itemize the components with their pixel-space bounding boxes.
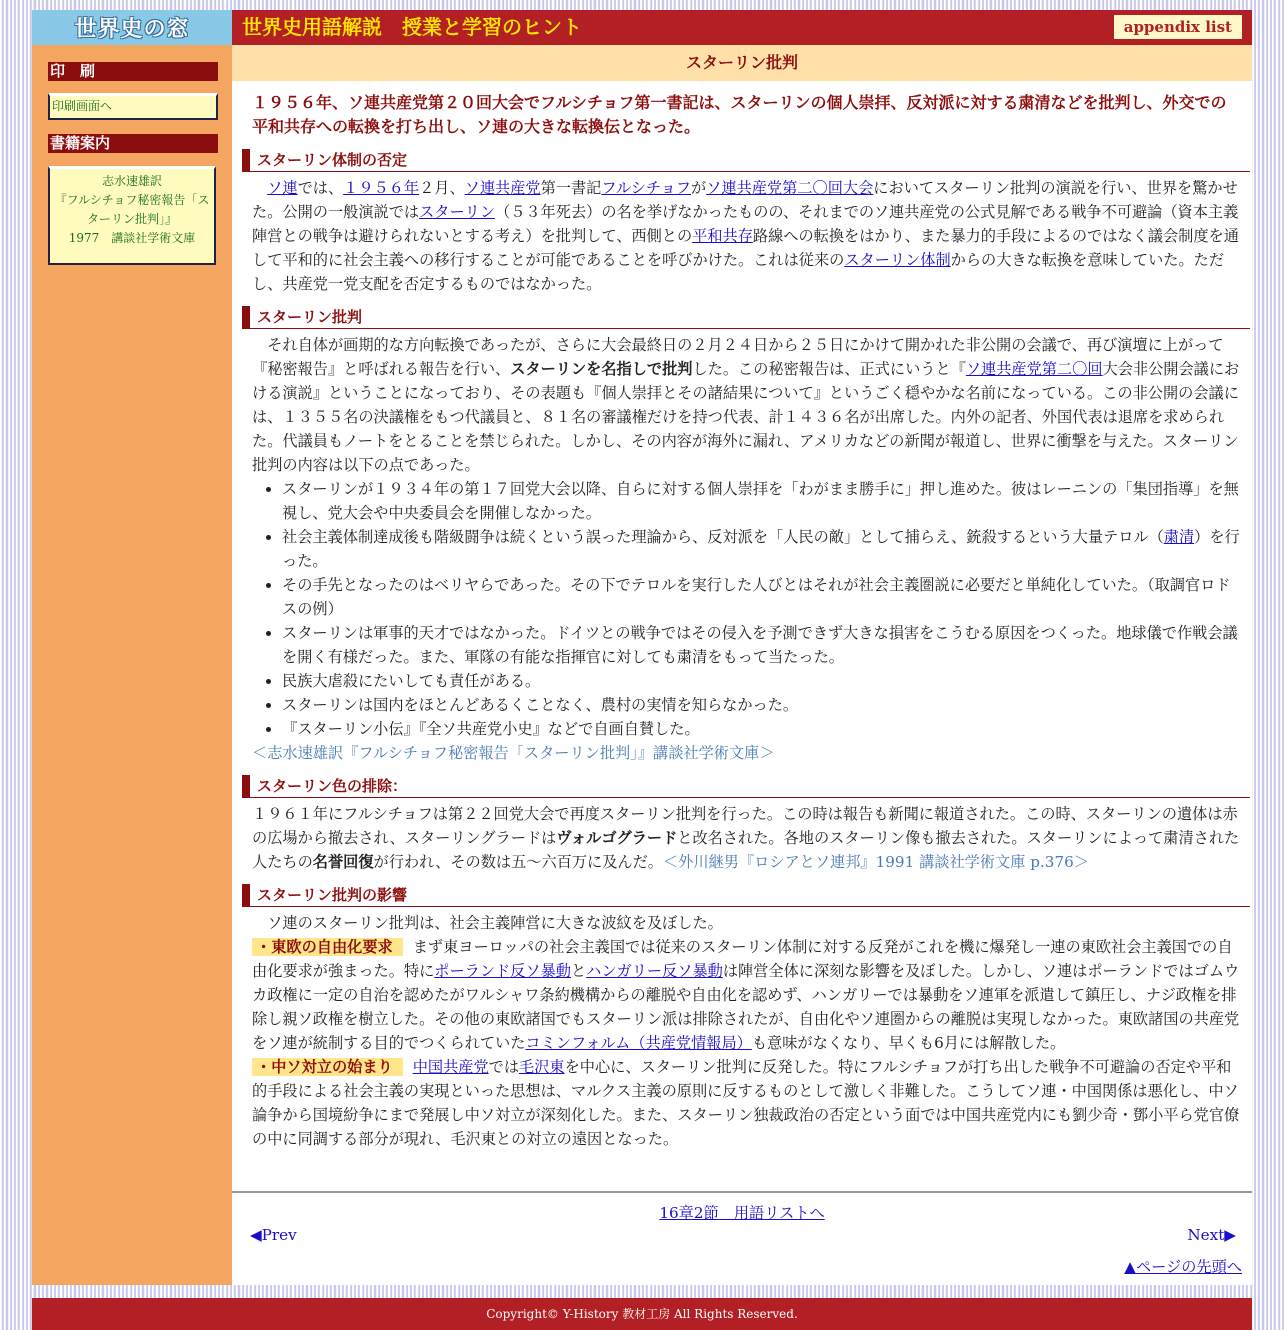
site-title: 世界史用語解説 授業と学習のヒント xyxy=(242,15,582,39)
appendix-list-link[interactable]: appendix list xyxy=(1114,15,1242,39)
bottom-nav xyxy=(232,1191,1252,1244)
link-stalin[interactable]: スターリン xyxy=(419,203,495,221)
list-item: • スターリンは軍事的天才ではなかった。ドイツとの戦争ではその侵入を予測できず大きな損害をこうむる原因をつくった。地球儀で作戦会議を開く有様だった。また、軍隊の有能な指揮官に対しても粛清をもって当たった。 xyxy=(282,621,1242,669)
top-banner xyxy=(232,10,1252,45)
section-heading-1: スターリン体制の否定 xyxy=(242,149,1250,172)
intro-summary: １９５６年、ソ連共産党第２０回大会でフルシチョフ第一書記は、スターリンの個人崇拝、反対派に対する粛清などを批判し、外交での平和共存への転換を打ち出し、ソ連の大きな転換伝となった。 xyxy=(252,93,1227,136)
book-info-box[interactable] xyxy=(48,166,216,265)
section-4-intro: ソ連のスターリン批判は、社会主義陣営に大きな波紋を及ぼした。 xyxy=(267,914,723,932)
page-heading: スターリン批判 xyxy=(232,45,1252,81)
link-cominform[interactable]: コミンフォルム（共産党情報局） xyxy=(525,1034,752,1052)
link-mao[interactable]: 毛沢東 xyxy=(519,1058,565,1076)
print-box xyxy=(48,93,218,120)
print-screen-link[interactable]: 印刷画面へ xyxy=(52,99,113,113)
criticism-list xyxy=(252,477,1242,741)
section-heading-2: スターリン批判 xyxy=(242,306,1250,329)
link-hungary-riot[interactable]: ハンガリー反ソ暴動 xyxy=(586,962,723,980)
main-content xyxy=(232,45,1252,1285)
link-stalin-regime[interactable]: スターリン体制 xyxy=(844,251,951,269)
citation-1: ＜志水速雄訳『フルシチョフ秘密報告「スターリン批判」』講談社学術文庫＞ xyxy=(252,744,775,762)
term-list-link[interactable]: 16章2節 用語リストへ xyxy=(659,1204,825,1222)
book-author: 志水速雄訳 xyxy=(101,174,162,188)
next-link[interactable]: Next▶ xyxy=(1187,1226,1236,1244)
link-poland-riot[interactable]: ポーランド反ソ暴動 xyxy=(434,962,571,980)
citation-2: ＜外川継男『ロシアとソ連邦』1991 講談社学術文庫 p.376＞ xyxy=(662,853,1089,871)
book-title: 『フルシチョフ秘密報告「スターリン批判」』 xyxy=(54,193,210,226)
link-peaceful-coexistence[interactable]: 平和共存 xyxy=(692,227,753,245)
link-20th-congress-2[interactable]: ソ連共産党第二〇回 xyxy=(965,360,1103,378)
list-item: • スターリンが１９３４年の第１７回党大会以降、自らに対する個人崇拝を「わがまま勝手に」押し進めた。彼はレーニンの「集団指導」を無視し、党大会や中央委員会を開催しなかった。 xyxy=(282,477,1242,525)
link-cpsu[interactable]: ソ連共産党 xyxy=(464,179,541,197)
list-item: • 『スターリン小伝』『全ソ共産党小史』などで自画自賛した。 xyxy=(282,717,1242,741)
section-2-text: それ自体が画期的な方向転換であったが、さらに大会最終日の２月２４日から２５日にかけて開かれた非公開の会議で、再び演壇に上がって『秘密報告』と呼ばれる報告を行い、スターリンを名指しで批判した。この秘密報告は、正式にいうと『ソ連共産党第二〇回大会非公開会議における演説』ということになっており、その表題も『個人崇拝とその諸結果について』というごく穏やかな名前になっている。この非公開の会議には、１３５５名の決議権をもつ代議員と、８１名の審議権だけを持つ代表、計１４３６名が出席した。内外の記者、外国代表は退席を求められた。代議員もノートをとることを禁じられた。しかし、その内容が海外に漏れ、アメリカなどの新聞が報道し、世界に衝撃を与えた。スターリン批判の内容は以下の点であった。 xyxy=(252,336,1240,474)
section-4-sino-soviet: ・中ソ対立の始まり 中国共産党では毛沢東を中心に、スターリン批判に反発した。特にフルシチョフが打ち出した戦争不可避論の否定や平和的手段による社会主義の実現といった思想は、マルクス主義の原則に反するものとして激しく非難した。こうしてソ連・中国関係は悪化し、中ソ論争から国境紛争にまで発展し中ソ対立が深刻化した。また、スターリン独裁政治の否定という面では中国共産党内にも劉少奇・鄧小平ら党官僚の中に同調する部分が現れ、毛沢東との対立の遠因となった。 xyxy=(252,1058,1240,1148)
list-item: • その手先となったのはベリヤらであった。その下でテロルを実行した人びとはそれが社会主義圏説に必要だと単純化していた。（取調官ロドスの例） xyxy=(282,573,1242,621)
print-heading: 印 刷 xyxy=(48,62,218,81)
page-wrapper xyxy=(32,10,1252,1320)
link-20th-congress[interactable]: ソ連共産党第二〇回大会 xyxy=(706,179,874,197)
sidebar xyxy=(32,45,232,1285)
prev-link[interactable]: ◀Prev xyxy=(250,1226,297,1244)
link-purge[interactable]: 粛清 xyxy=(1163,528,1195,546)
link-1956[interactable]: １９５６年 xyxy=(343,179,420,197)
back-to-top-link[interactable]: ▲ページの先頭へ xyxy=(1124,1258,1242,1276)
link-khrushchev[interactable]: フルシチョフ xyxy=(601,179,691,197)
books-heading: 書籍案内 xyxy=(48,134,218,153)
link-ccp[interactable]: 中国共産党 xyxy=(412,1058,489,1076)
section-4-east-europe: ・東欧の自由化要求 まず東ヨーロッパの社会主義国では従来のスターリン体制に対する反発がこれを機に爆発し一連の東欧社会主義国での自由化要求が強まった。特にポーランド反ソ暴動とハンガリー反ソ暴動は陣営全体に深刻な影響を及ぼした。しかし、ソ連はポーランドではゴムウカ政権に一定の自治を認めたがワルシャワ条約機構からの離脱や自由化を認めず、ハンガリーでは暴動をソ連軍を派遣して鎮圧し、ナジ政権を排除し親ソ政権を樹立した。その他の東欧諸国でもスターリン派は排除されたが、自由化やソ連圏からの離脱は実現しなかった。東欧諸国の共産党をソ連が統制する目的でつくられていたコミンフォルム（共産党情報局）も意味がなくなり、早くも6月には解散した。 xyxy=(252,938,1240,1052)
section-heading-3: スターリン色の排除： xyxy=(242,775,1250,798)
highlight-label: ・東欧の自由化要求 xyxy=(252,938,403,956)
book-publisher: 1977 講談社学術文庫 xyxy=(68,231,196,245)
list-item: • 社会主義体制達成後も階級闘争は続くという誤った理論から、反対派を「人民の敵」として捕らえ、銃殺するという大量テロル（粛清）を行った。 xyxy=(282,525,1242,573)
article-body xyxy=(252,89,1242,1151)
link-soviet[interactable]: ソ連 xyxy=(267,179,298,197)
highlight-label: ・中ソ対立の始まり xyxy=(252,1058,403,1076)
section-3-text: １９６１年にフルシチョフは第２２回党大会で再度スターリン批判を行った。この時は報告も新聞に報道された。この時、スターリンの遺体は赤の広場から撤去され、スターリングラードはヴォルゴグラードと改名された。各地のスターリン像も撤去された。スターリンによって粛清された人たちの名誉回復が行われ、その数は五～六百万に及んだ。＜外川継男『ロシアとソ連邦』1991 講談社学術文庫 p.376＞ xyxy=(252,805,1240,871)
section-heading-4: スターリン批判の影響 xyxy=(242,884,1250,907)
section-1-text: ソ連では、１９５６年２月、ソ連共産党第一書記フルシチョフがソ連共産党第二〇回大会においてスターリン批判の演説を行い、世界を驚かせた。公開の一般演説ではスターリン（５３年死去）の名を挙げなかったものの、それまでのソ連共産党の公式見解である戦争不可避論（資本主義陣営との戦争は避けられないとする考え）を批判して、西側との平和共存路線への転換をはかり、また暴力的手段によるのではなく議会制度を通して平和的に社会主義への移行することが可能であることを呼びかけた。これは従来のスターリン体制からの大きな転換を意味していた。ただし、共産党一党支配を否定するものではなかった。 xyxy=(252,179,1239,293)
site-logo[interactable] xyxy=(32,10,232,45)
list-item: • 民族大虐殺にたいしても責任がある。 xyxy=(282,669,1242,693)
footer: Copyright© Y-History 教材工房 All Rights Reserved. xyxy=(32,1298,1252,1330)
site-logo-text[interactable]: 世界史の窓 xyxy=(74,17,190,42)
list-item: • スターリンは国内をほとんどあるくことなく、農村の実情を知らなかった。 xyxy=(282,693,1242,717)
